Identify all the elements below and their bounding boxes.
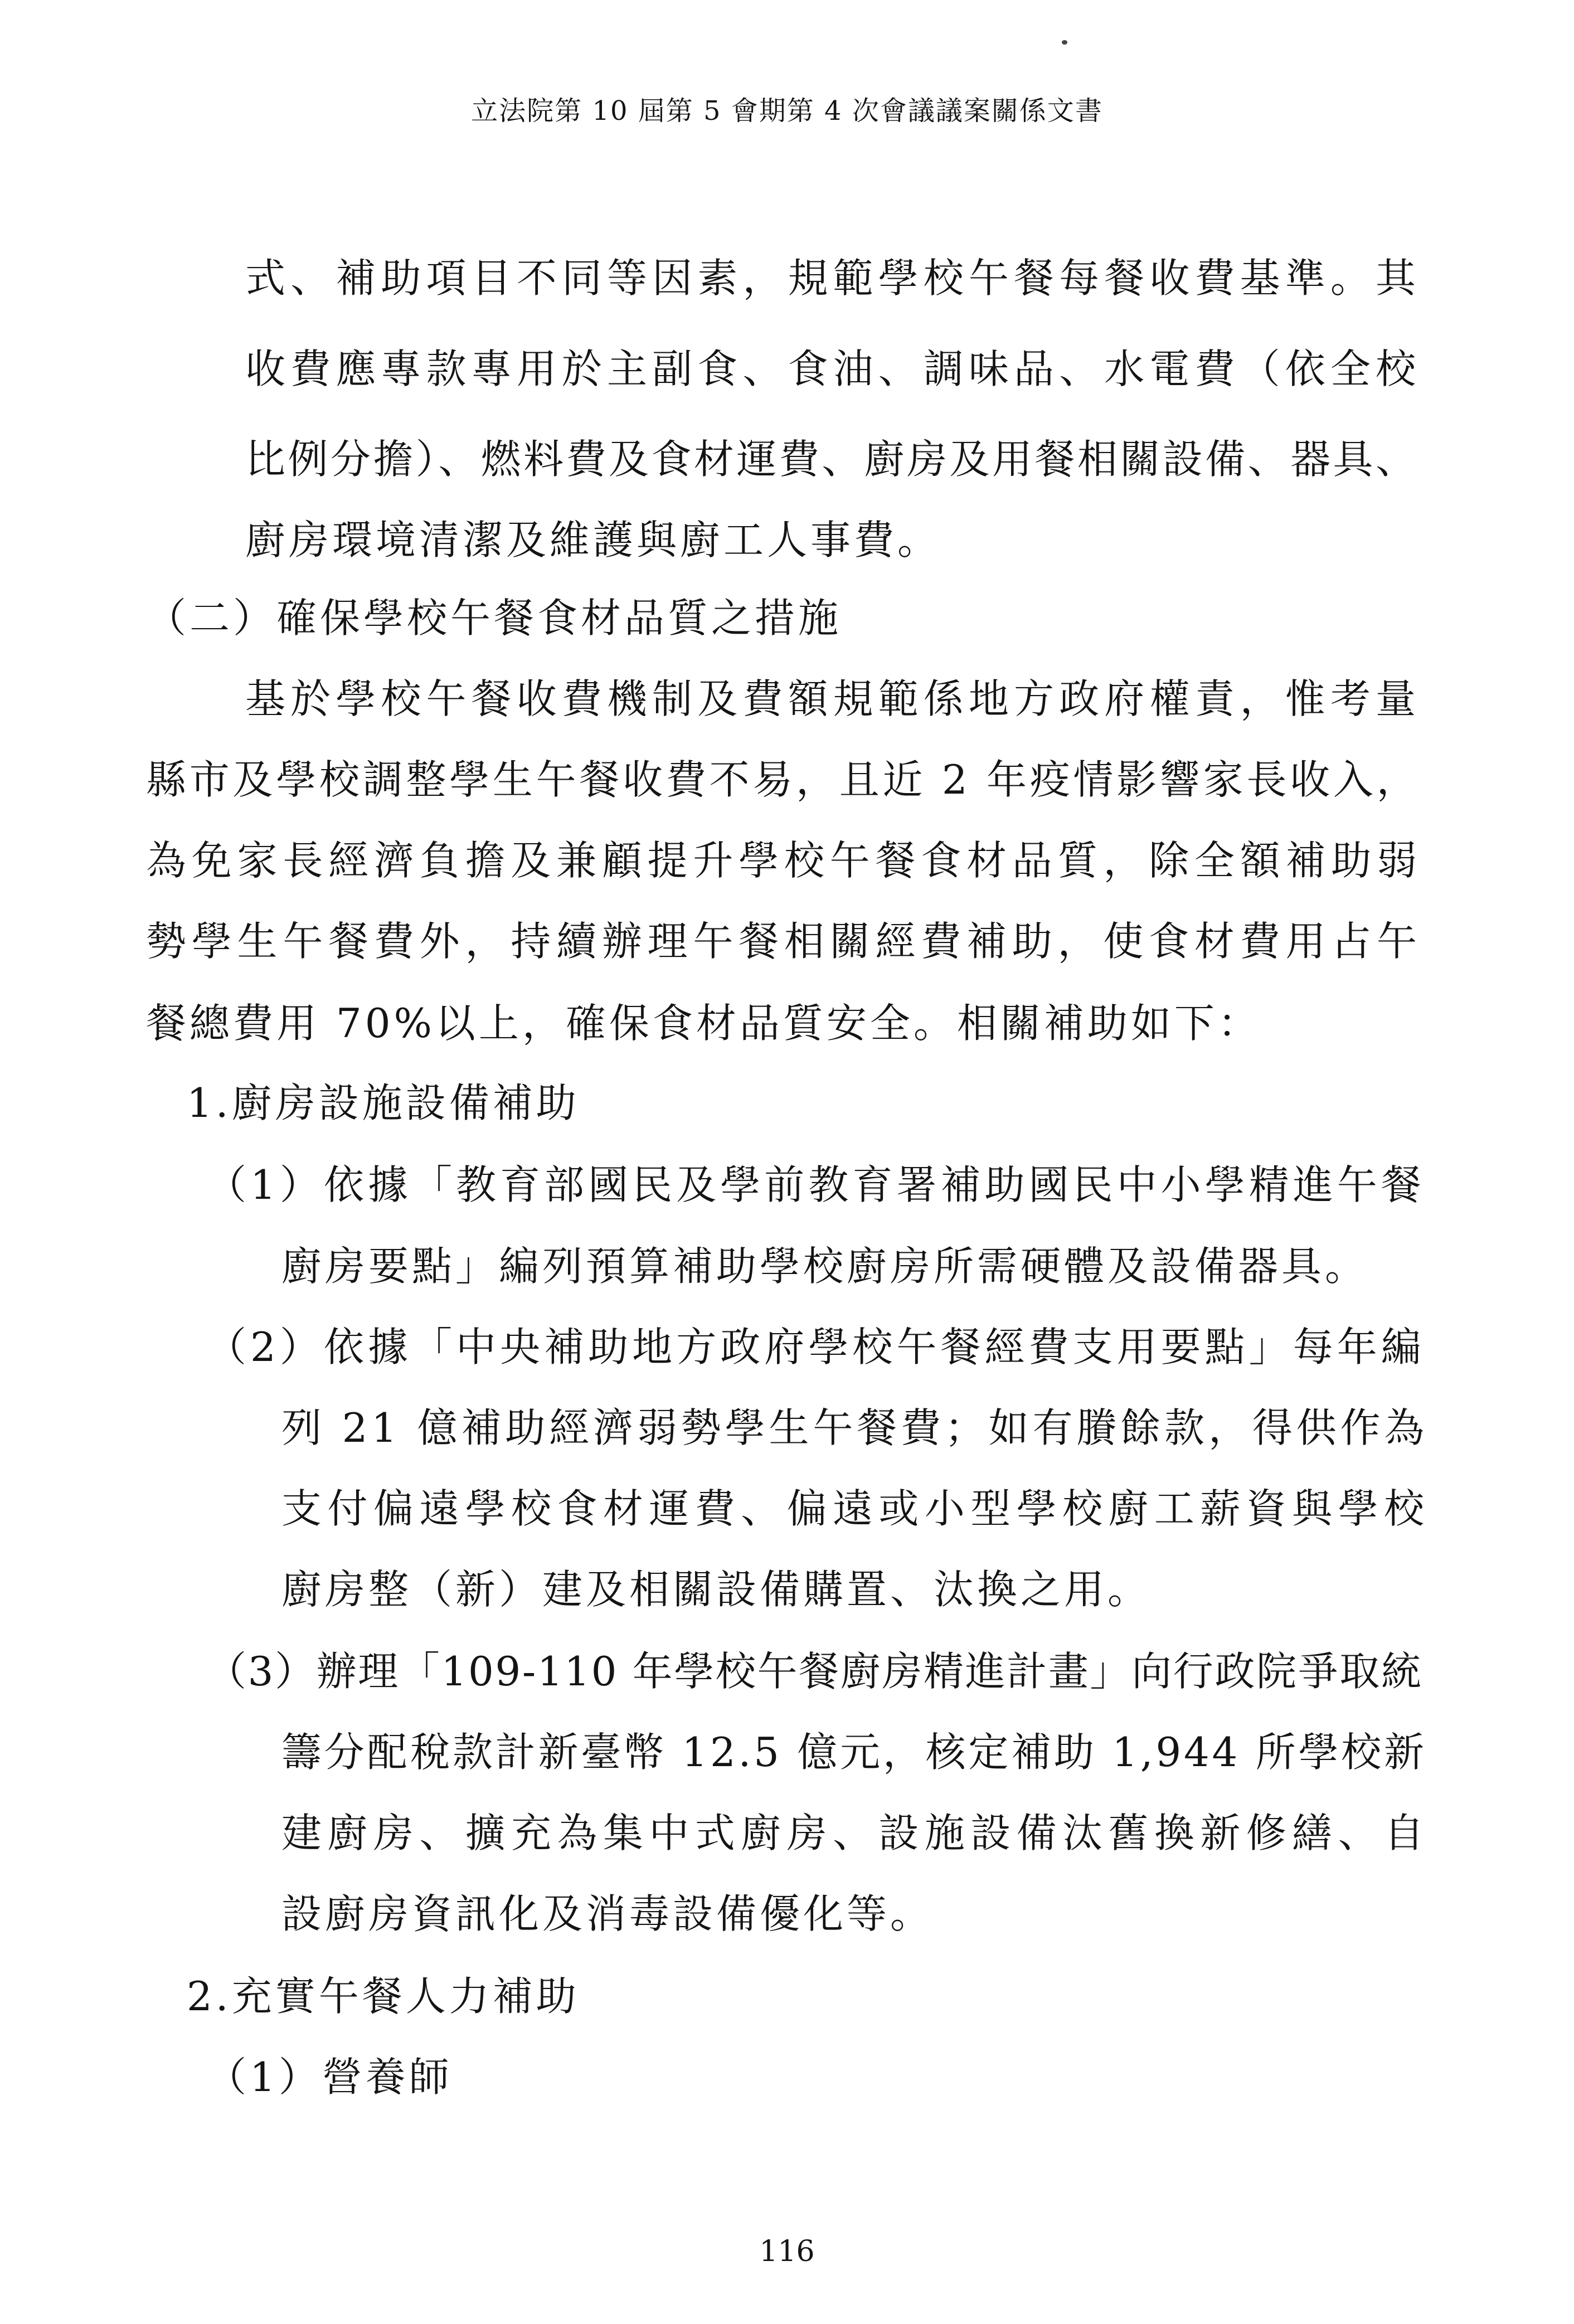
page-header: 立法院第 10 屆第 5 會期第 4 次會議議案關係文書 bbox=[471, 95, 1103, 127]
body-line: 勢學生午餐費外，持續辦理午餐相關經費補助，使食材費用占午 bbox=[146, 918, 1422, 965]
list-item: （2）依據「中央補助地方政府學校午餐經費支用要點」每年編 bbox=[206, 1324, 1425, 1370]
section-heading: （二）確保學校午餐食材品質之措施 bbox=[146, 595, 842, 641]
list-item: （1）依據「教育部國民及學前教育署補助國民中小學精進午餐 bbox=[206, 1161, 1425, 1208]
body-line: 為免家長經濟負擔及兼顧提升學校午餐食材品質，除全額補助弱 bbox=[146, 837, 1422, 884]
list-item: （1）營養師 bbox=[206, 2054, 453, 2101]
scan-speck bbox=[1062, 40, 1067, 45]
body-line: 比例分擔）、燃料費及食材運費、廚房及用餐相關設備、器具、 bbox=[245, 436, 1418, 483]
body-line: 餐總費用 70%以上，確保食材品質安全。相關補助如下： bbox=[146, 1000, 1261, 1047]
list-item: （3）辦理「109-110 年學校午餐廚房精進計畫」向行政院爭取統 bbox=[206, 1648, 1423, 1695]
list-item-continuation: 建廚房、擴充為集中式廚房、設施設備汰舊換新修繕、自 bbox=[281, 1810, 1430, 1856]
subsection-heading: 1.廚房設施設備補助 bbox=[187, 1080, 580, 1126]
body-line: 廚房環境清潔及維護與廚工人事費。 bbox=[245, 517, 941, 563]
list-item-continuation: 籌分配稅款計新臺幣 12.5 億元，核定補助 1,944 所學校新 bbox=[281, 1729, 1427, 1776]
list-item-continuation: 設廚房資訊化及消毒設備優化等。 bbox=[281, 1890, 934, 1937]
body-line: 收費應專款專用於主副食、食油、調味品、水電費（依全校 bbox=[245, 346, 1421, 392]
list-item-continuation: 支付偏遠學校食材運費、偏遠或小型學校廚工薪資與學校 bbox=[281, 1485, 1430, 1532]
list-item-continuation: 廚房整（新）建及相關設備購置、汰換之用。 bbox=[281, 1566, 1152, 1613]
list-item-continuation: 列 21 億補助經濟弱勢學生午餐費；如有賸餘款，得供作為 bbox=[281, 1404, 1429, 1451]
body-line: 縣市及學校調整學生午餐收費不易，且近 2 年疫情影響家長收入， bbox=[146, 756, 1420, 803]
subsection-heading: 2.充實午餐人力補助 bbox=[187, 1973, 580, 2020]
list-item-continuation: 廚房要點」編列預算補助學校廚房所需硬體及設備器具。 bbox=[281, 1243, 1369, 1290]
body-line: 式、補助項目不同等因素，規範學校午餐每餐收費基準。其 bbox=[245, 255, 1421, 302]
page-number: 116 bbox=[759, 2235, 815, 2268]
body-line: 基於學校午餐收費機制及費額規範係地方政府權責，惟考量 bbox=[245, 675, 1421, 722]
